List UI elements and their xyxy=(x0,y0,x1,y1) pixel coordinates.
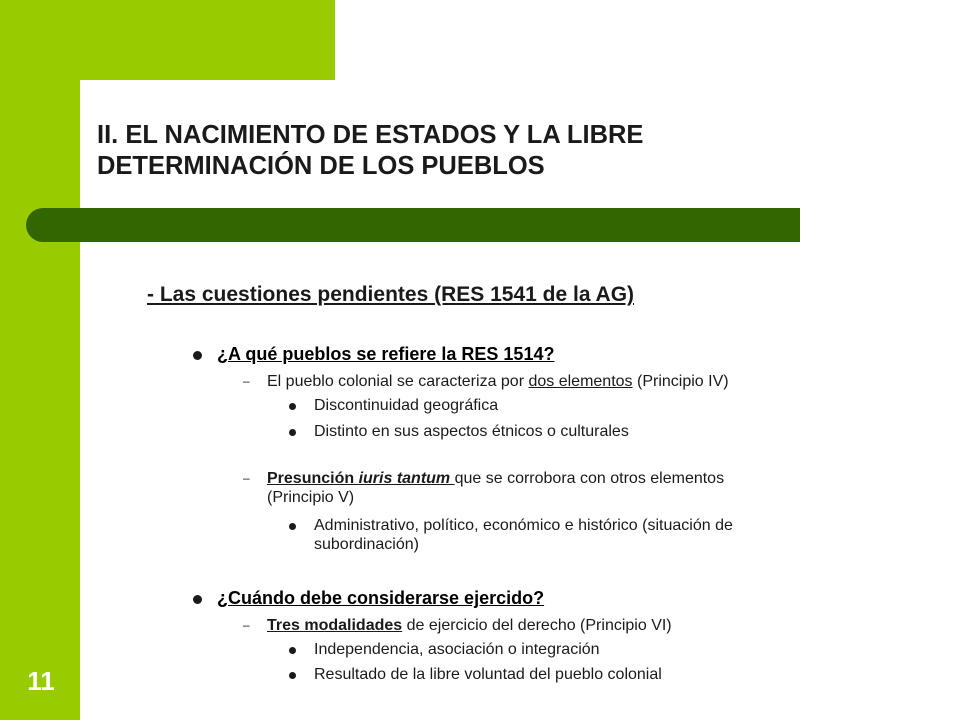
title-underline-bar xyxy=(66,208,800,242)
bullet-question-2 xyxy=(194,588,544,609)
list-item xyxy=(289,665,662,684)
slide-title-line-1: II. EL NACIMIENTO DE ESTADOS Y LA LIBRE xyxy=(97,121,644,149)
sub-point-tres-modalidades xyxy=(243,616,903,635)
section-subtitle: - Las cuestiones pendientes (RES 1541 de la AG) xyxy=(147,283,635,306)
latin-term: iuris tantum xyxy=(358,470,455,487)
list-item-text: subordinación) xyxy=(314,536,419,553)
sub-point-presuncion xyxy=(243,469,903,507)
list-item xyxy=(289,422,629,441)
bullet-dot-icon xyxy=(289,429,296,436)
slide-title-line-2: DETERMINACIÓN DE LOS PUEBLOS xyxy=(97,152,545,180)
list-item xyxy=(289,396,498,415)
dash-icon: – xyxy=(243,374,250,388)
sub-point-text xyxy=(267,616,903,635)
bullet-dot-icon xyxy=(289,523,296,530)
green-sidebar xyxy=(0,0,80,720)
list-item xyxy=(289,516,909,554)
emphasized-term: dos elementos xyxy=(528,373,633,390)
list-item-text: Resultado de la libre voluntad del pueblo colonial xyxy=(314,666,662,683)
sub-point-dos-elementos xyxy=(243,372,903,391)
emphasized-term: Presunción xyxy=(267,470,359,487)
list-item xyxy=(289,640,600,659)
question-1-text: ¿A qué pueblos se refiere la RES 1514? xyxy=(217,344,555,364)
slide-number: 11 xyxy=(27,666,55,696)
text-segment: de ejercicio del derecho (Principio VI) xyxy=(402,617,672,634)
dash-icon: – xyxy=(243,618,250,632)
text-segment: (Principio V) xyxy=(267,489,355,506)
list-item-text: Administrativo, político, económico e histórico (situación de xyxy=(314,517,733,534)
bullet-dot-icon xyxy=(289,672,296,679)
question-2-text: ¿Cuándo debe considerarse ejercido? xyxy=(217,588,545,608)
text-segment: que se corrobora con otros elementos xyxy=(454,470,725,487)
text-segment: (Principio IV) xyxy=(632,373,729,390)
text-segment: El pueblo colonial se caracteriza por xyxy=(267,373,529,390)
dash-icon: – xyxy=(243,471,250,485)
slide-title xyxy=(97,120,857,182)
list-item-text: Discontinuidad geográfica xyxy=(314,397,499,414)
bullet-dot-icon xyxy=(289,647,296,654)
bullet-dot-icon xyxy=(193,595,202,604)
sub-point-text xyxy=(267,469,903,488)
sub-point-text xyxy=(267,372,903,391)
bullet-dot-icon xyxy=(289,403,296,410)
bullet-dot-icon xyxy=(193,351,202,360)
bullet-question-1 xyxy=(194,344,554,365)
emphasized-term: Tres modalidades xyxy=(267,617,403,634)
list-item-text: Independencia, asociación o integración xyxy=(314,641,600,658)
list-item-text: Distinto en sus aspectos étnicos o culturales xyxy=(314,423,629,440)
green-top-block xyxy=(80,0,335,80)
